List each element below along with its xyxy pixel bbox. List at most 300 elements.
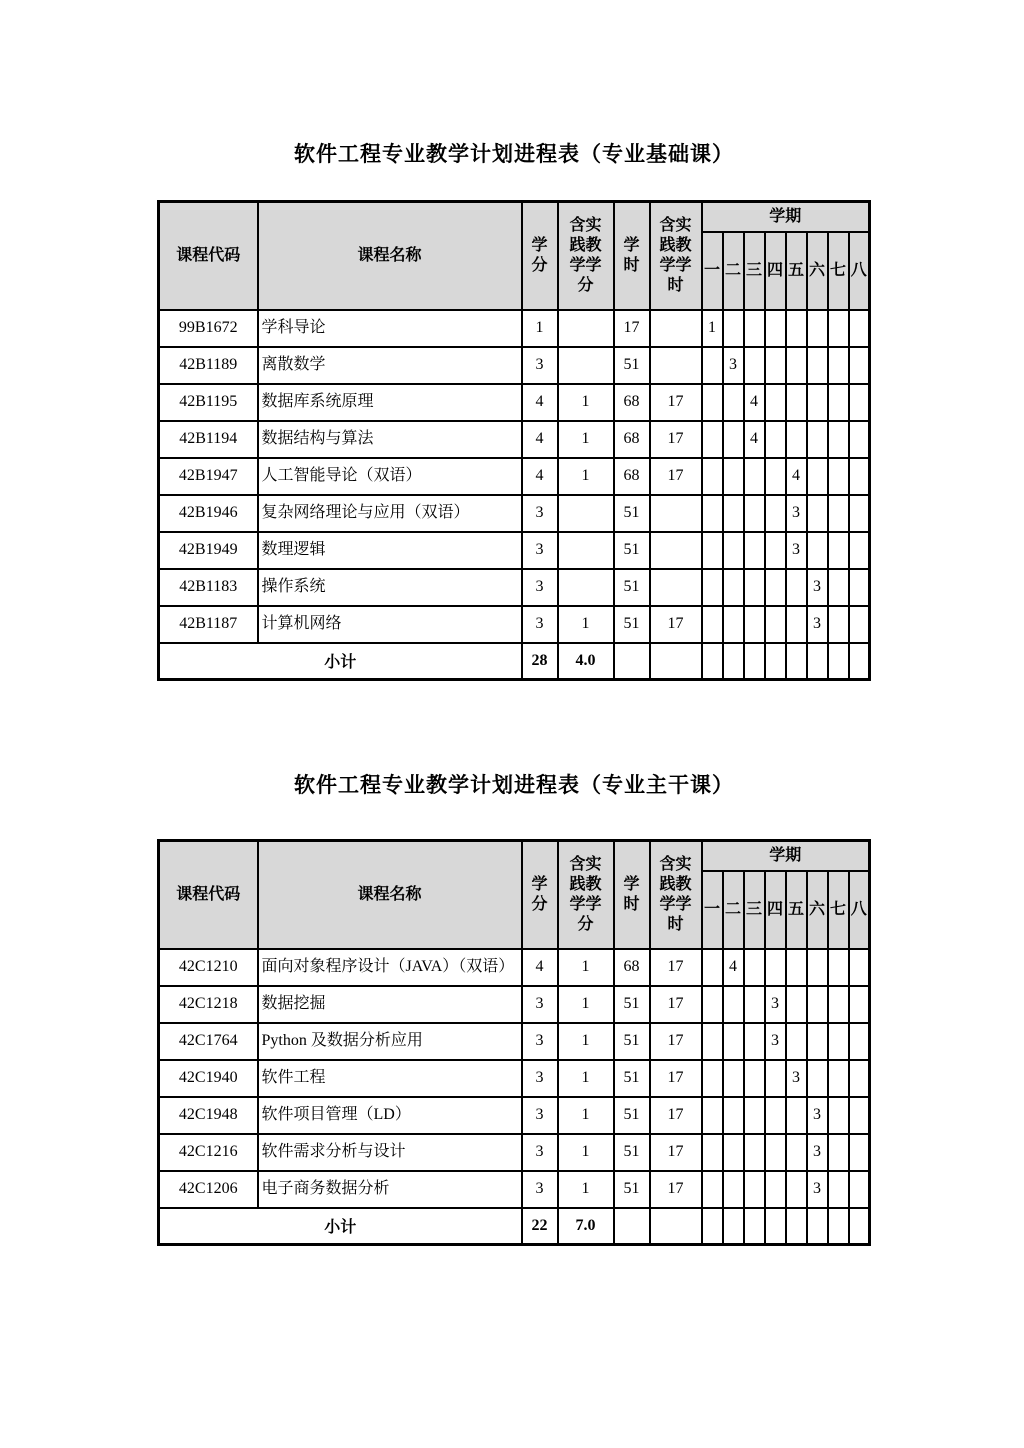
semester-header: 学期 [702,841,870,871]
semester-value-cell [765,495,786,532]
semester-value-cell: 4 [723,949,744,986]
practice-credits-cell: 1 [558,1134,614,1171]
semester-value-cell [744,606,765,643]
course-row [159,458,870,495]
semester-value-cell [723,384,744,421]
semester-value-cell [723,1171,744,1208]
credits-cell: 3 [522,1097,558,1134]
semester-value-cell [723,569,744,606]
practice-hours-cell: 17 [650,1171,702,1208]
hours-cell: 68 [614,384,650,421]
semester-value-cell [828,1134,849,1171]
semester-value-cell [786,1023,807,1060]
hours-cell: 51 [614,1097,650,1134]
course-name-cell: 软件需求分析与设计 [258,1134,522,1171]
practice-hours-cell [650,347,702,384]
semester-value-cell [849,1134,870,1171]
credits-cell: 3 [522,606,558,643]
header-row-1 [159,202,870,232]
practice-hours-cell: 17 [650,421,702,458]
credits-cell: 4 [522,421,558,458]
hours-cell: 68 [614,949,650,986]
hours-cell: 51 [614,569,650,606]
semester-value-cell [744,949,765,986]
semester-value-cell: 3 [723,347,744,384]
practice-hours-cell [650,532,702,569]
course-name-cell: 数据挖掘 [258,986,522,1023]
semester-8-header: 八 [849,871,870,949]
semester-value-cell [702,384,723,421]
practice-credits-cell: 1 [558,1060,614,1097]
semester-7-header: 七 [828,871,849,949]
semester-5-header: 五 [786,871,807,949]
hours-cell: 68 [614,421,650,458]
main-courses-table [157,839,871,1246]
semester-value-cell: 3 [765,986,786,1023]
semester-value-cell [828,1023,849,1060]
credits-cell: 3 [522,569,558,606]
practice-hours-header: 含实践教学学时 [650,202,702,310]
semester-value-cell [765,949,786,986]
subtotal-label-cell: 小计 [159,643,522,680]
semester-value-cell [765,569,786,606]
semester-value-cell [786,1134,807,1171]
semester-value-cell [828,1208,849,1245]
subtotal-hours-cell [614,1208,650,1245]
course-name-cell: 操作系统 [258,569,522,606]
semester-value-cell [744,569,765,606]
practice-credits-cell [558,495,614,532]
subtotal-practice-hours-cell [650,1208,702,1245]
semester-value-cell [786,986,807,1023]
semester-value-cell [765,310,786,347]
semester-value-cell [744,643,765,680]
subtotal-practice-credits-cell: 7.0 [558,1208,614,1245]
course-name-cell: 离散数学 [258,347,522,384]
practice-credits-cell [558,347,614,384]
course-name-cell: 软件项目管理（LD） [258,1097,522,1134]
semester-value-cell [744,1134,765,1171]
subtotal-row [159,1208,870,1245]
semester-value-cell [723,421,744,458]
semester-value-cell [849,606,870,643]
credits-cell: 3 [522,1134,558,1171]
semester-value-cell [849,569,870,606]
semester-value-cell [723,1097,744,1134]
semester-value-cell [786,347,807,384]
practice-credits-cell: 1 [558,949,614,986]
semester-value-cell [807,1208,828,1245]
semester-value-cell [744,1208,765,1245]
semester-value-cell [828,1097,849,1134]
semester-value-cell [849,1171,870,1208]
semester-value-cell [849,1208,870,1245]
semester-value-cell [702,532,723,569]
credits-cell: 3 [522,347,558,384]
semester-value-cell [807,986,828,1023]
practice-hours-cell: 17 [650,384,702,421]
semester-value-cell [807,1023,828,1060]
semester-value-cell [849,310,870,347]
semester-value-cell: 3 [765,1023,786,1060]
semester-value-cell [765,1097,786,1134]
practice-credits-cell: 1 [558,421,614,458]
subtotal-row [159,643,870,680]
header-row-1 [159,841,870,871]
semester-value-cell [828,421,849,458]
practice-credits-cell: 1 [558,384,614,421]
subtotal-credits-cell: 22 [522,1208,558,1245]
subtotal-practice-hours-cell [650,643,702,680]
subtotal-credits-cell: 28 [522,643,558,680]
hours-cell: 51 [614,495,650,532]
semester-value-cell [849,495,870,532]
semester-6-header: 六 [807,232,828,310]
semester-value-cell [702,1171,723,1208]
semester-value-cell [807,347,828,384]
semester-value-cell [765,1208,786,1245]
course-row [159,347,870,384]
course-name-cell: 复杂网络理论与应用（双语） [258,495,522,532]
hours-cell: 51 [614,532,650,569]
course-name-cell: 数据库系统原理 [258,384,522,421]
semester-7-header: 七 [828,232,849,310]
course-name-cell: 数理逻辑 [258,532,522,569]
subtotal-practice-credits-cell: 4.0 [558,643,614,680]
semester-value-cell [786,1097,807,1134]
semester-value-cell [744,347,765,384]
semester-value-cell: 1 [702,310,723,347]
credits-cell: 4 [522,384,558,421]
semester-value-cell [828,310,849,347]
semester-value-cell [828,986,849,1023]
course-name-cell: 软件工程 [258,1060,522,1097]
semester-value-cell: 3 [786,532,807,569]
semester-value-cell [702,421,723,458]
course-row [159,1060,870,1097]
course-code-header: 课程代码 [159,841,258,949]
course-name-cell: Python 及数据分析应用 [258,1023,522,1060]
course-name-header: 课程名称 [258,202,522,310]
semester-value-cell [702,495,723,532]
semester-value-cell [807,384,828,421]
course-code-header: 课程代码 [159,202,258,310]
semester-value-cell [765,1060,786,1097]
semester-value-cell [702,1134,723,1171]
semester-value-cell [702,1208,723,1245]
course-code-cell: 42C1210 [159,949,258,986]
practice-credits-cell: 1 [558,986,614,1023]
semester-value-cell [702,949,723,986]
semester-value-cell [828,606,849,643]
course-name-cell: 学科导论 [258,310,522,347]
hours-cell: 68 [614,458,650,495]
semester-value-cell [807,458,828,495]
semester-value-cell [702,458,723,495]
semester-value-cell [723,1208,744,1245]
semester-value-cell: 4 [786,458,807,495]
semester-value-cell [723,1060,744,1097]
hours-cell: 51 [614,1171,650,1208]
semester-value-cell [765,1171,786,1208]
semester-value-cell [744,1023,765,1060]
semester-value-cell [828,347,849,384]
practice-credits-header: 含实践教学学分 [558,841,614,949]
practice-hours-cell: 17 [650,1060,702,1097]
semester-value-cell: 4 [744,384,765,421]
semester-8-header: 八 [849,232,870,310]
semester-value-cell [786,643,807,680]
semester-1-header: 一 [702,232,723,310]
course-row [159,1023,870,1060]
hours-cell: 17 [614,310,650,347]
practice-credits-cell [558,569,614,606]
practice-hours-cell: 17 [650,1134,702,1171]
semester-value-cell [723,532,744,569]
table2-title: 软件工程专业教学计划进程表（专业主干课） [294,773,734,797]
practice-hours-cell: 17 [650,949,702,986]
semester-value-cell [744,986,765,1023]
subtotal-hours-cell [614,643,650,680]
semester-value-cell [744,458,765,495]
semester-value-cell: 3 [807,1134,828,1171]
semester-value-cell [828,949,849,986]
semester-4-header: 四 [765,232,786,310]
semester-value-cell: 3 [807,1171,828,1208]
semester-value-cell [828,532,849,569]
basic-courses-table [157,200,871,681]
semester-value-cell [702,986,723,1023]
course-row [159,949,870,986]
semester-value-cell [723,310,744,347]
course-row [159,495,870,532]
semester-value-cell [765,532,786,569]
practice-hours-cell [650,495,702,532]
semester-value-cell [744,495,765,532]
practice-hours-header: 含实践教学学时 [650,841,702,949]
credits-cell: 1 [522,310,558,347]
semester-3-header: 三 [744,871,765,949]
credits-cell: 3 [522,1171,558,1208]
semester-value-cell [849,949,870,986]
semester-6-header: 六 [807,871,828,949]
credits-header: 学分 [522,841,558,949]
credits-cell: 4 [522,458,558,495]
semester-5-header: 五 [786,232,807,310]
credits-cell: 3 [522,532,558,569]
hours-cell: 51 [614,1060,650,1097]
hours-cell: 51 [614,1134,650,1171]
subtotal-label-cell: 小计 [159,1208,522,1245]
course-name-cell: 人工智能导论（双语） [258,458,522,495]
semester-value-cell [744,1171,765,1208]
semester-value-cell [723,606,744,643]
semester-value-cell [765,384,786,421]
semester-value-cell [723,643,744,680]
course-code-cell: 42C1206 [159,1171,258,1208]
semester-value-cell: 3 [807,1097,828,1134]
semester-value-cell [702,569,723,606]
course-name-cell: 数据结构与算法 [258,421,522,458]
semester-value-cell [849,1060,870,1097]
semester-value-cell [765,606,786,643]
semester-value-cell [828,384,849,421]
practice-hours-cell: 17 [650,986,702,1023]
credits-cell: 4 [522,949,558,986]
semester-value-cell [849,986,870,1023]
course-code-cell: 42C1216 [159,1134,258,1171]
semester-value-cell [849,1023,870,1060]
course-row [159,384,870,421]
semester-2-header: 二 [723,871,744,949]
semester-3-header: 三 [744,232,765,310]
credits-cell: 3 [522,495,558,532]
semester-value-cell [828,1060,849,1097]
practice-credits-cell: 1 [558,606,614,643]
semester-value-cell [744,1097,765,1134]
semester-2-header: 二 [723,232,744,310]
practice-credits-cell: 1 [558,1097,614,1134]
semester-value-cell [723,1023,744,1060]
practice-hours-cell: 17 [650,606,702,643]
practice-credits-cell [558,310,614,347]
semester-value-cell [786,310,807,347]
semester-value-cell [807,1060,828,1097]
semester-value-cell [765,458,786,495]
semester-1-header: 一 [702,871,723,949]
practice-hours-cell: 17 [650,1097,702,1134]
hours-header: 学时 [614,841,650,949]
practice-hours-cell: 17 [650,458,702,495]
semester-value-cell [786,606,807,643]
course-name-cell: 计算机网络 [258,606,522,643]
course-code-cell: 42B1187 [159,606,258,643]
course-code-cell: 42B1195 [159,384,258,421]
semester-value-cell [723,986,744,1023]
semester-value-cell [807,310,828,347]
course-code-cell: 42C1764 [159,1023,258,1060]
practice-credits-cell: 1 [558,458,614,495]
semester-value-cell [786,384,807,421]
semester-value-cell: 3 [786,495,807,532]
semester-value-cell [849,384,870,421]
semester-value-cell: 3 [786,1060,807,1097]
course-row [159,569,870,606]
course-code-cell: 42B1947 [159,458,258,495]
semester-value-cell [849,458,870,495]
semester-value-cell [828,643,849,680]
semester-value-cell [807,421,828,458]
course-row [159,1171,870,1208]
course-row [159,310,870,347]
semester-value-cell: 4 [744,421,765,458]
semester-value-cell [702,643,723,680]
semester-value-cell [702,606,723,643]
course-code-cell: 42C1218 [159,986,258,1023]
semester-value-cell [765,347,786,384]
credits-cell: 3 [522,1060,558,1097]
semester-value-cell: 3 [807,606,828,643]
semester-value-cell [828,495,849,532]
semester-value-cell [702,1097,723,1134]
semester-value-cell [807,495,828,532]
semester-value-cell [702,1023,723,1060]
semester-value-cell [849,532,870,569]
document-page [157,0,871,1246]
course-row [159,532,870,569]
course-name-cell: 电子商务数据分析 [258,1171,522,1208]
course-code-cell: 99B1672 [159,310,258,347]
semester-value-cell [828,569,849,606]
course-code-cell: 42B1194 [159,421,258,458]
credits-cell: 3 [522,986,558,1023]
course-code-cell: 42B1946 [159,495,258,532]
practice-hours-cell: 17 [650,1023,702,1060]
semester-value-cell [828,1171,849,1208]
table1-title: 软件工程专业教学计划进程表（专业基础课） [294,142,734,166]
semester-value-cell [786,1171,807,1208]
semester-value-cell [807,643,828,680]
semester-value-cell [702,347,723,384]
course-code-cell: 42B1949 [159,532,258,569]
semester-value-cell: 3 [807,569,828,606]
semester-value-cell [786,421,807,458]
practice-hours-cell [650,310,702,347]
hours-cell: 51 [614,986,650,1023]
hours-cell: 51 [614,1023,650,1060]
semester-value-cell [765,643,786,680]
semester-value-cell [807,532,828,569]
course-row [159,1134,870,1171]
practice-credits-header: 含实践教学学分 [558,202,614,310]
semester-value-cell [786,569,807,606]
course-row [159,1097,870,1134]
semester-value-cell [702,1060,723,1097]
practice-credits-cell [558,532,614,569]
semester-value-cell [786,1208,807,1245]
course-code-cell: 42B1189 [159,347,258,384]
course-row [159,421,870,458]
course-row [159,606,870,643]
semester-value-cell [828,458,849,495]
semester-value-cell [849,347,870,384]
credits-header: 学分 [522,202,558,310]
course-name-header: 课程名称 [258,841,522,949]
course-row [159,986,870,1023]
course-code-cell: 42C1948 [159,1097,258,1134]
course-code-cell: 42C1940 [159,1060,258,1097]
practice-hours-cell [650,569,702,606]
semester-value-cell [807,949,828,986]
semester-value-cell [849,421,870,458]
course-code-cell: 42B1183 [159,569,258,606]
hours-cell: 51 [614,347,650,384]
course-name-cell: 面向对象程序设计（JAVA）（双语） [258,949,522,986]
hours-header: 学时 [614,202,650,310]
semester-header: 学期 [702,202,870,232]
hours-cell: 51 [614,606,650,643]
semester-4-header: 四 [765,871,786,949]
practice-credits-cell: 1 [558,1023,614,1060]
semester-value-cell [723,1134,744,1171]
semester-value-cell [765,1134,786,1171]
credits-cell: 3 [522,1023,558,1060]
semester-value-cell [849,1097,870,1134]
semester-value-cell [744,1060,765,1097]
semester-value-cell [744,532,765,569]
semester-value-cell [744,310,765,347]
practice-credits-cell: 1 [558,1171,614,1208]
